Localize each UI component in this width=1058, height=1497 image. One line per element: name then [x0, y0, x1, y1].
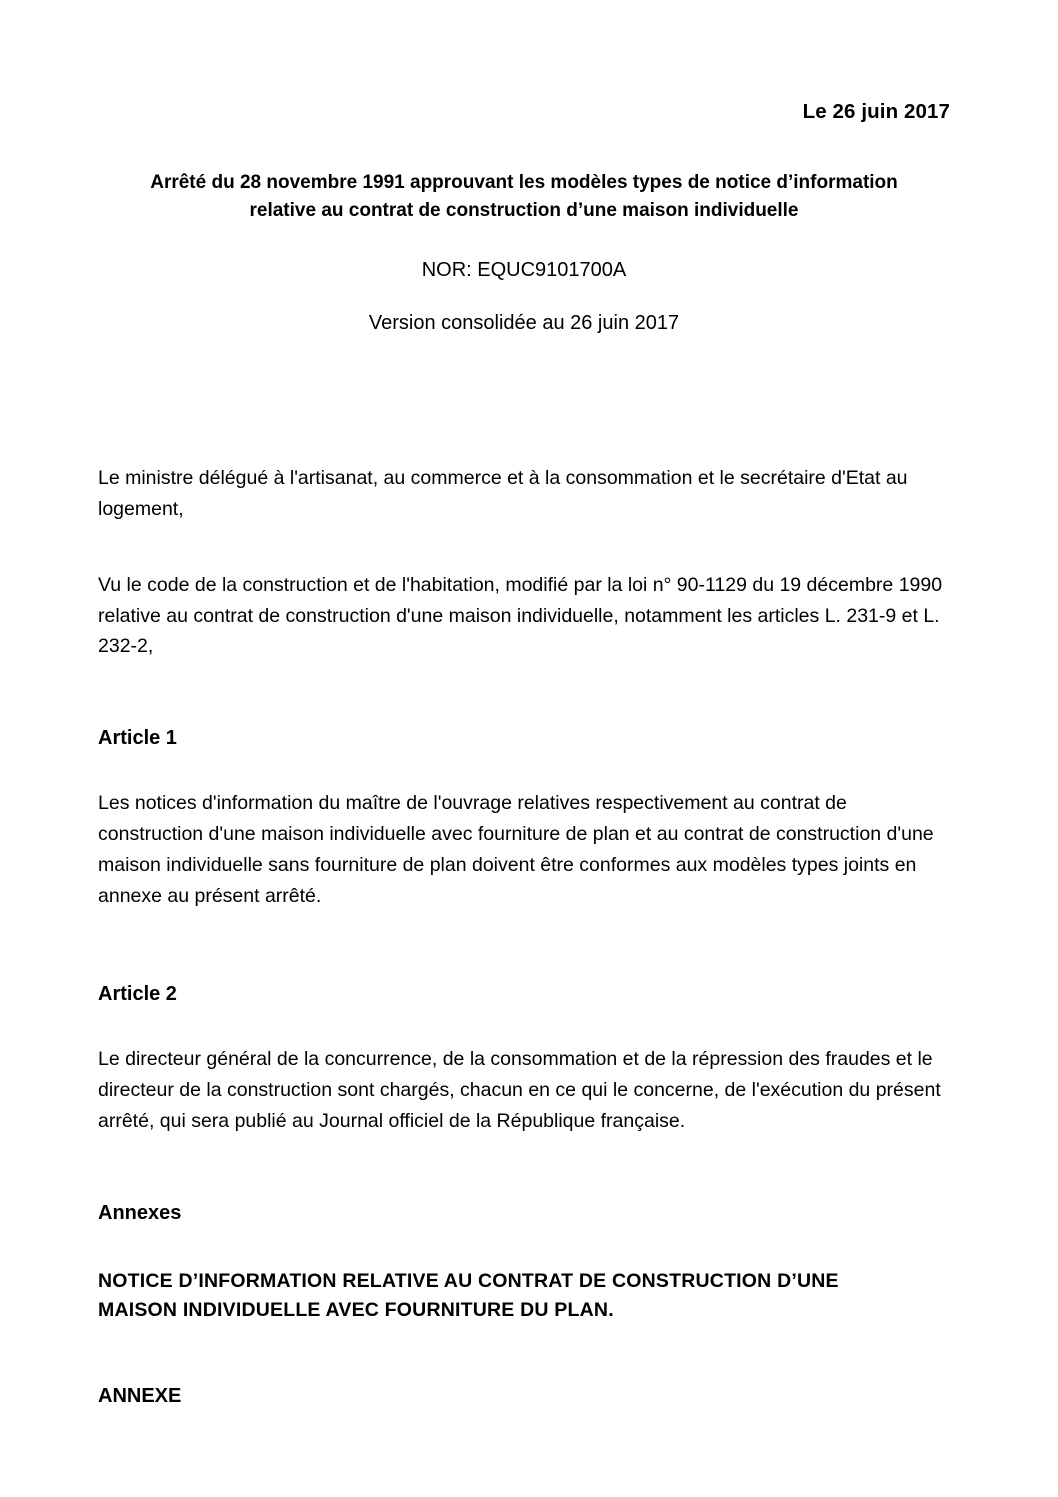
- article-2-body: Le directeur général de la concurrence, de la consommation et de la répression des fraudes et le directeur de la construction sont chargés, chacun en ce qui le concerne, de l'exécution du présent arrêté, qui sera publié au Journal officiel de la République française.: [98, 1048, 941, 1132]
- annexe-final-heading: ANNEXE: [98, 1384, 182, 1407]
- preamble-paragraph: Le ministre délégué à l'artisanat, au commerce et à la consommation et le secrétaire d'Etat au logement,: [98, 467, 908, 521]
- notice-title-line-1: NOTICE D’INFORMATION RELATIVE AU CONTRAT DE CONSTRUCTION D’UNE: [98, 1269, 839, 1292]
- article-1-body: Les notices d'information du maître de l'ouvrage relatives respectivement au contrat de construction d'une maison individuelle avec fourniture de plan et au contrat de construction d'une maison individuelle sans fourniture de plan doivent être conformes aux modèles types joints en annexe au présent arrêté.: [98, 792, 934, 907]
- article-1-heading: Article 1: [98, 727, 177, 750]
- visa-paragraph: Vu le code de la construction et de l'habitation, modifié par la loi n° 90-1129 du 19 décembre 1990 relative au contrat de construction d'une maison individuelle, notamment les articles L. 231-9 et L. 232-2,: [98, 573, 943, 658]
- notice-title: [98, 1267, 950, 1325]
- document-title-line-1: Arrêté du 28 novembre 1991 approuvant les modèles types de notice d’information: [150, 172, 898, 193]
- document-title-line-2: relative au contrat de construction d’une maison individuelle: [249, 200, 799, 222]
- date-header: Le 26 juin 2017: [802, 100, 950, 123]
- notice-title-line-2: MAISON INDIVIDUELLE AVEC FOURNITURE DU PLAN.: [98, 1298, 614, 1321]
- document-title: [98, 169, 950, 225]
- document-content: [98, 0, 950, 1408]
- nor-identifier: NOR: EQUC9101700A: [421, 259, 627, 282]
- version-line: Version consolidée au 26 juin 2017: [368, 312, 680, 335]
- article-2-heading: Article 2: [98, 983, 177, 1006]
- annexes-heading: Annexes: [98, 1201, 182, 1224]
